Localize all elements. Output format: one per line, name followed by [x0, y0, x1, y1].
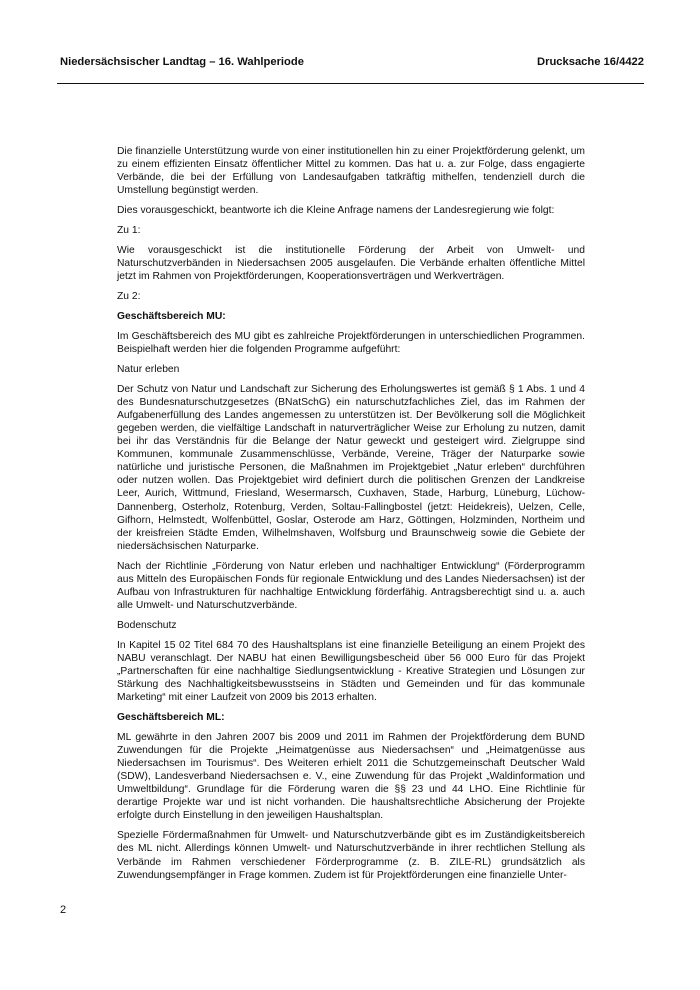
paragraph: Der Schutz von Natur und Landschaft zur Sicherung des Erholungswertes ist gemäß § 1 Abs. 1 und 4 des Bundesnaturschutzgesetzes (BNatSchG) ein naturschutzfachliches Ziel, das im Rahmen der Aufgabenerfüllung des Landes angemessen zu unterstützen ist. Der Bevölkerung soll die Möglichkeit gegeben werden, die vielfältige Landschaft in naturverträglicher Weise zur Erholung zu nutzen, damit bei ihr das Verständnis für die Belange der Natur geweckt und gesteigert wird. Zielgruppe sind Kommunen, kommunale Zusammenschlüsse, Verbände, Vereine, Träger der Naturparke sowie natürliche und juristische Personen, die Maßnahmen im Projektgebiet „Natur erleben“ durchführen oder nutzen wollen. Das Projektgebiet wird definiert durch die politischen Grenzen der Landkreise Leer, Aurich, Wittmund, Friesland, Wesermarsch, Cuxhaven, Stade, Harburg, Lüneburg, Lüchow-Dannenberg, Osterholz, Rotenburg, Verden, Soltau-Fallingbostel (jetzt: Heidekreis), Uelzen, Celle, Gifhorn, Helmstedt, Wolfenbüttel, Goslar, Osterode am Harz, Göttingen, Holzminden, Northeim und der kreisfreien Städte Emden, Wilhelmshaven, Wolfsburg und Braunschweig sowie die Gebiete der niedersächsischen Naturparke.	[117, 383, 585, 552]
section-label: Zu 2:	[117, 291, 141, 303]
subsection-label: Natur erleben	[117, 363, 180, 375]
section-label: Zu 1:	[117, 225, 141, 237]
paragraph: Nach der Richtlinie „Förderung von Natur erleben und nachhaltiger Entwicklung“ (Förderprogramm aus Mitteln des Europäischen Fonds für regionale Entwicklung und des Landes Niedersachsen) ist der Aufbau von Infrastrukturen für nachhaltige Entwicklung förderfähig. Antragsberechtigt sind u. a. auch alle Umwelt- und Naturschutzverbände.	[117, 560, 585, 611]
header-document-number: Drucksache 16/4422	[537, 56, 644, 68]
paragraph: Dies vorausgeschickt, beantworte ich die Kleine Anfrage namens der Landesregierung wie folgt:	[117, 205, 555, 217]
section-heading: Geschäftsbereich ML:	[117, 712, 225, 724]
paragraph: Wie vorausgeschickt ist die institutionelle Förderung der Arbeit von Umwelt- und Naturschutzverbänden in Niedersachsen 2005 ausgelaufen. Die Verbände erhalten öffentliche Mittel jetzt im Rahmen von Projektförderungen, Kooperationsverträgen und Werkverträgen.	[117, 244, 585, 283]
header-divider	[57, 83, 644, 84]
paragraph: Im Geschäftsbereich des MU gibt es zahlreiche Projektförderungen in unterschiedlichen Programmen. Beispielhaft werden hier die folgenden Programme aufgeführt:	[117, 330, 585, 355]
paragraph: Spezielle Fördermaßnahmen für Umwelt- und Naturschutzverbände gibt es im Zuständigkeitsbereich des ML nicht. Allerdings können Umwelt- und Naturschutzverbände in ihrer rechtlichen Stellung als Verbände im Rahmen verschiedener Förderprogramme (z. B. ZILE-RL) grundsätzlich als Zuwendungsempfänger in Frage kommen. Zudem ist für Projektförderungen eine finanzielle Unter-	[117, 830, 585, 881]
paragraph: Die finanzielle Unterstützung wurde von einer institutionellen hin zu einer Projektförderung gelenkt, um zu einem effizienten Einsatz öffentlicher Mittel zu kommen. Das hat u. a. zur Folge, dass engagierte Verbände, die bei der Erfüllung von Landesaufgaben tatkräftig mithelfen, tendenziell durch die Umstellung begünstigt werden.	[117, 146, 585, 197]
paragraph: ML gewährte in den Jahren 2007 bis 2009 und 2011 im Rahmen der Projektförderung dem BUND Zuwendungen für die Projekte „Heimatgenüsse aus Niedersachsen“ und „Heimatgenüsse aus Niedersachsen im Tourismus“. Des Weiteren erhielt 2011 die Schutzgemeinschaft Deutscher Wald (SDW), Landesverband Niedersachsen e. V., eine Zuwendung für das Projekt „Waldinformation und Umweltbildung“. Grundlage für die Förderung waren die §§ 23 und 44 LHO. Eine Richtlinie für derartige Projekte war und ist nicht vorhanden. Die haushaltsrechtliche Absicherung der Projekte erfolgte durch Einstellung in den jeweiligen Haushaltsplan.	[117, 731, 585, 822]
page-header	[60, 56, 644, 68]
document-body	[117, 145, 585, 889]
section-heading: Geschäftsbereich MU:	[117, 310, 226, 322]
page-number: 2	[60, 904, 67, 916]
subsection-label: Bodenschutz	[117, 619, 177, 631]
paragraph: In Kapitel 15 02 Titel 684 70 des Haushaltsplans ist eine finanzielle Beteiligung an einem Projekt des NABU veranschlagt. Der NABU hat einen Bewilligungsbescheid über 56 000 Euro für das Projekt „Partnerschaften für eine nachhaltige Siedlungsentwicklung - Kreative Strategien und Lösungen zur Stärkung des Nachhaltigkeitsbewusstseins in Städten und Gemeinden und für das kommunale Marketing“ mit einer Laufzeit von 2009 bis 2013 erhalten.	[117, 639, 585, 704]
header-parliament: Niedersächsischer Landtag – 16. Wahlperiode	[60, 56, 304, 68]
